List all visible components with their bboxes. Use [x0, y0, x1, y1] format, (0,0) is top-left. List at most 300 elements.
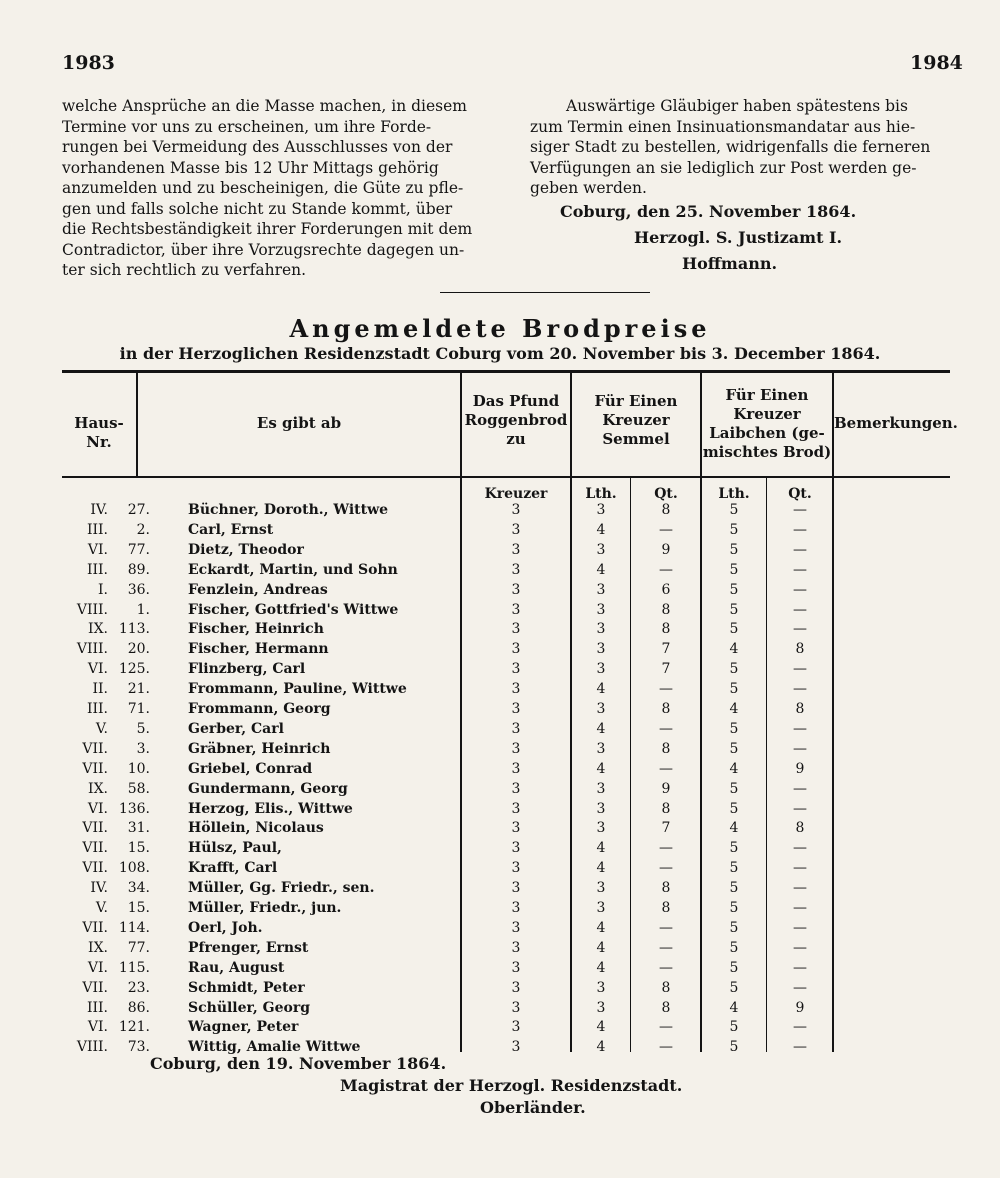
table-row [0, 580, 1000, 600]
baker-name: Oerl, Joh. [188, 919, 263, 936]
baker-name: Büchner, Doroth., Wittwe [188, 502, 389, 518]
house-number: 34. [127, 880, 150, 897]
left-text-column [62, 96, 482, 281]
semmel-qt: 8 [661, 621, 671, 638]
unit-qt: Qt. [788, 486, 812, 502]
laibchen-lth: 5 [729, 740, 739, 757]
table-row [0, 878, 1000, 898]
semmel-qt: 8 [661, 999, 671, 1016]
table-row [0, 958, 1000, 978]
laibchen-lth: 5 [729, 860, 739, 877]
roggenbrod-price: 3 [511, 601, 521, 618]
semmel-qt: — [659, 1039, 673, 1056]
baker-name: Höllein, Nicolaus [188, 820, 324, 837]
house-roman: VI. [87, 1019, 108, 1036]
semmel-qt: 8 [661, 502, 671, 518]
house-roman: VII. [82, 860, 108, 877]
header-bemerkungen: Bemerkungen. [834, 414, 958, 432]
semmel-lth: 4 [596, 681, 606, 698]
baker-name: Rau, August [188, 959, 285, 976]
header-line: Laibchen (ge- [709, 424, 825, 442]
roggenbrod-price: 3 [511, 681, 521, 698]
semmel-qt: — [659, 840, 673, 857]
house-roman: VIII. [76, 641, 108, 658]
laibchen-qt: — [793, 581, 807, 598]
semmel-qt: — [659, 720, 673, 737]
unit-lth: Lth. [585, 486, 617, 502]
header-line: Das Pfund [472, 392, 560, 410]
header-line: Semmel [602, 430, 670, 448]
house-roman: VIII. [76, 601, 108, 618]
section-separator [440, 292, 650, 293]
laibchen-lth: 5 [729, 1019, 739, 1036]
laibchen-lth: 5 [729, 681, 739, 698]
house-number: 27. [127, 502, 150, 518]
laibchen-qt: — [793, 561, 807, 578]
semmel-qt: — [659, 681, 673, 698]
house-number: 15. [127, 840, 150, 857]
semmel-qt: 9 [661, 780, 671, 797]
header-line: Roggenbrod [464, 411, 568, 429]
house-roman: VI. [87, 800, 108, 817]
left-text-line: rungen bei Vermeidung des Ausschlusses von der [62, 138, 453, 156]
baker-name: Fenzlein, Andreas [188, 581, 328, 598]
laibchen-lth: 4 [729, 641, 739, 658]
semmel-qt: 7 [661, 641, 671, 658]
semmel-qt: — [659, 860, 673, 877]
table-row [0, 679, 1000, 699]
semmel-qt: 8 [661, 900, 671, 916]
roggenbrod-price: 3 [511, 919, 521, 936]
right-signature-authority: Herzogl. S. Justizamt I. [634, 228, 843, 247]
semmel-lth: 4 [596, 1019, 606, 1036]
laibchen-qt: — [793, 521, 807, 538]
baker-name: Hülsz, Paul, [188, 840, 282, 857]
table-row [0, 540, 1000, 560]
roggenbrod-price: 3 [511, 979, 521, 996]
laibchen-qt: — [793, 601, 807, 618]
laibchen-qt: — [793, 681, 807, 698]
semmel-lth: 3 [596, 502, 606, 518]
laibchen-qt: — [793, 939, 807, 956]
baker-name: Flinzberg, Carl [188, 661, 306, 678]
laibchen-lth: 5 [729, 900, 739, 916]
table-row [0, 500, 1000, 520]
table-row [0, 818, 1000, 838]
roggenbrod-price: 3 [511, 820, 521, 837]
house-number: 5. [136, 720, 150, 737]
semmel-lth: 3 [596, 541, 606, 558]
semmel-qt: 8 [661, 701, 671, 717]
page-number-right: 1984 [910, 52, 963, 74]
laibchen-lth: 5 [729, 601, 739, 618]
table-title: Angemeldete Brodpreise [289, 314, 711, 343]
table-row [0, 858, 1000, 878]
roggenbrod-price: 3 [511, 561, 521, 578]
table-row [0, 838, 1000, 858]
house-roman: IV. [90, 880, 108, 897]
house-number: 23. [127, 979, 150, 996]
laibchen-qt: — [793, 502, 807, 518]
table-row [0, 799, 1000, 819]
roggenbrod-price: 3 [511, 740, 521, 757]
laibchen-qt: — [793, 1019, 807, 1036]
roggenbrod-price: 3 [511, 661, 521, 678]
baker-name: Gerber, Carl [188, 720, 284, 737]
house-roman: VII. [82, 740, 108, 757]
roggenbrod-price: 3 [511, 581, 521, 598]
right-signature-date: Coburg, den 25. November 1864. [560, 202, 857, 221]
roggenbrod-price: 3 [511, 1019, 521, 1036]
house-number: 58. [127, 780, 150, 797]
house-roman: VII. [82, 979, 108, 996]
house-roman: V. [95, 720, 108, 737]
semmel-qt: 8 [661, 601, 671, 618]
roggenbrod-price: 3 [511, 959, 521, 976]
semmel-qt: — [659, 561, 673, 578]
laibchen-lth: 4 [729, 999, 739, 1016]
table-row [0, 699, 1000, 719]
table-row [0, 1017, 1000, 1037]
roggenbrod-price: 3 [511, 621, 521, 638]
semmel-lth: 4 [596, 521, 606, 538]
table-row [0, 938, 1000, 958]
semmel-lth: 3 [596, 621, 606, 638]
roggenbrod-price: 3 [511, 1039, 521, 1056]
semmel-lth: 3 [596, 581, 606, 598]
laibchen-lth: 5 [729, 959, 739, 976]
semmel-lth: 3 [596, 641, 606, 658]
baker-name: Müller, Gg. Friedr., sen. [188, 880, 375, 897]
laibchen-lth: 5 [729, 581, 739, 598]
semmel-qt: 8 [661, 800, 671, 817]
laibchen-qt: — [793, 541, 807, 558]
baker-name: Fischer, Heinrich [188, 621, 324, 638]
house-number: 3. [136, 740, 150, 757]
laibchen-qt: — [793, 800, 807, 817]
house-roman: VII. [82, 820, 108, 837]
laibchen-lth: 5 [729, 502, 739, 518]
house-number: 108. [118, 860, 150, 877]
left-text-line: vorhandenen Masse bis 12 Uhr Mittags gehörig [62, 158, 439, 177]
left-text-line: ter sich rechtlich zu verfahren. [62, 261, 307, 279]
laibchen-qt: — [793, 661, 807, 678]
laibchen-qt: — [793, 720, 807, 737]
house-number: 113. [118, 621, 150, 638]
header-line: Kreuzer [733, 405, 801, 423]
laibchen-lth: 5 [729, 1039, 739, 1056]
laibchen-lth: 5 [729, 780, 739, 797]
house-roman: VII. [82, 760, 108, 777]
laibchen-qt: 9 [795, 760, 805, 777]
house-number: 77. [127, 939, 150, 956]
right-text-line: geben werden. [530, 179, 647, 197]
right-text-column [530, 96, 958, 199]
laibchen-qt: 9 [795, 999, 805, 1016]
table-row [0, 619, 1000, 639]
semmel-lth: 3 [596, 900, 606, 916]
table-row [0, 998, 1000, 1018]
roggenbrod-price: 3 [511, 900, 521, 916]
header-haus-nr: Haus-Nr. [74, 414, 124, 451]
baker-name: Eckardt, Martin, und Sohn [188, 561, 398, 578]
laibchen-qt: 8 [795, 641, 805, 658]
left-text-line: gen und falls solche nicht zu Stande kommt, über [62, 199, 453, 218]
baker-name: Frommann, Pauline, Wittwe [188, 681, 407, 698]
left-text-line: welche Ansprüche an die Masse machen, in diesem [62, 97, 467, 115]
house-roman: III. [86, 999, 108, 1016]
laibchen-lth: 5 [729, 840, 739, 857]
right-text-line: siger Stadt zu bestellen, widrigenfalls die ferneren [530, 138, 931, 156]
semmel-lth: 4 [596, 720, 606, 737]
laibchen-qt: — [793, 780, 807, 797]
roggenbrod-price: 3 [511, 780, 521, 797]
semmel-qt: 7 [661, 661, 671, 678]
header-laibchen [702, 386, 832, 462]
laibchen-lth: 5 [729, 919, 739, 936]
table-row [0, 560, 1000, 580]
baker-name: Fischer, Gottfried's Wittwe [188, 601, 399, 618]
semmel-lth: 4 [596, 760, 606, 777]
bottom-signature-authority: Magistrat der Herzogl. Residenzstadt. [340, 1076, 683, 1095]
table-row [0, 978, 1000, 998]
laibchen-qt: — [793, 840, 807, 857]
laibchen-qt: — [793, 959, 807, 976]
header-line: mischtes Brod) [702, 443, 832, 461]
house-roman: VI. [87, 541, 108, 558]
table-row [0, 719, 1000, 739]
baker-name: Müller, Friedr., jun. [188, 900, 342, 916]
header-roggenbrod [462, 392, 570, 449]
baker-name: Schmidt, Peter [188, 979, 305, 996]
laibchen-lth: 5 [729, 979, 739, 996]
baker-name: Herzog, Elis., Wittwe [188, 800, 353, 817]
baker-name: Dietz, Theodor [188, 541, 304, 558]
house-number: 114. [118, 919, 150, 936]
laibchen-lth: 5 [729, 561, 739, 578]
house-number: 136. [118, 800, 150, 817]
laibchen-lth: 5 [729, 880, 739, 897]
page-number-left: 1983 [62, 52, 115, 74]
header-line: Für Einen [594, 392, 678, 410]
unit-kreuzer: Kreuzer [484, 486, 548, 502]
roggenbrod-price: 3 [511, 720, 521, 737]
baker-name: Krafft, Carl [188, 860, 278, 877]
baker-name: Fischer, Hermann [188, 641, 329, 658]
laibchen-lth: 4 [729, 820, 739, 837]
right-text-line: zum Termin einen Insinuationsmandatar aus hie- [530, 117, 916, 136]
laibchen-qt: — [793, 880, 807, 897]
table-row [0, 659, 1000, 679]
house-number: 2. [136, 521, 150, 538]
unit-lth: Lth. [718, 486, 750, 502]
semmel-lth: 3 [596, 820, 606, 837]
table-row [0, 779, 1000, 799]
baker-name: Gundermann, Georg [188, 780, 348, 797]
table-row [0, 520, 1000, 540]
semmel-lth: 3 [596, 601, 606, 618]
semmel-lth: 3 [596, 800, 606, 817]
house-number: 21. [127, 681, 150, 698]
semmel-lth: 3 [596, 701, 606, 717]
table-row [0, 759, 1000, 779]
laibchen-qt: — [793, 900, 807, 916]
baker-name: Wagner, Peter [188, 1019, 299, 1036]
house-number: 121. [118, 1019, 150, 1036]
semmel-lth: 3 [596, 979, 606, 996]
table-subtitle: in der Herzoglichen Residenzstadt Coburg vom 20. November bis 3. December 1864. [119, 344, 881, 363]
semmel-lth: 3 [596, 999, 606, 1016]
semmel-qt: 8 [661, 740, 671, 757]
laibchen-lth: 4 [729, 701, 739, 717]
semmel-qt: — [659, 521, 673, 538]
house-number: 89. [127, 561, 150, 578]
house-roman: IX. [88, 939, 108, 956]
semmel-qt: — [659, 919, 673, 936]
baker-name: Carl, Ernst [188, 521, 274, 538]
house-roman: III. [86, 701, 108, 717]
table-top-rule [62, 370, 950, 373]
house-number: 36. [127, 581, 150, 598]
semmel-lth: 4 [596, 1039, 606, 1056]
laibchen-qt: — [793, 979, 807, 996]
baker-name: Frommann, Georg [188, 701, 331, 717]
house-roman: III. [86, 521, 108, 538]
table-header-rule [62, 476, 950, 478]
semmel-qt: 6 [661, 581, 671, 598]
semmel-qt: 8 [661, 979, 671, 996]
table-row [0, 639, 1000, 659]
house-number: 15. [127, 900, 150, 916]
semmel-lth: 4 [596, 919, 606, 936]
semmel-qt: — [659, 959, 673, 976]
house-roman: VI. [87, 661, 108, 678]
roggenbrod-price: 3 [511, 999, 521, 1016]
laibchen-lth: 4 [729, 760, 739, 777]
house-number: 20. [127, 641, 150, 658]
semmel-lth: 3 [596, 880, 606, 897]
baker-name: Griebel, Conrad [188, 760, 313, 777]
roggenbrod-price: 3 [511, 502, 521, 518]
left-text-line: Termine vor uns zu erscheinen, um ihre Forde- [62, 117, 432, 136]
laibchen-qt: — [793, 919, 807, 936]
house-roman: III. [86, 561, 108, 578]
laibchen-qt: 8 [795, 701, 805, 717]
house-roman: V. [95, 900, 108, 916]
laibchen-qt: — [793, 860, 807, 877]
laibchen-lth: 5 [729, 720, 739, 737]
laibchen-lth: 5 [729, 521, 739, 538]
house-roman: II. [92, 681, 108, 698]
laibchen-qt: — [793, 1039, 807, 1056]
right-signature-name: Hoffmann. [682, 254, 778, 273]
laibchen-lth: 5 [729, 621, 739, 638]
baker-name: Gräbner, Heinrich [188, 740, 331, 757]
house-number: 71. [127, 701, 150, 717]
house-roman: VIII. [76, 1039, 108, 1056]
table-row [0, 898, 1000, 918]
left-text-line: die Rechtsbeständigkeit ihrer Forderungen mit dem [62, 220, 473, 238]
semmel-qt: 9 [661, 541, 671, 558]
laibchen-qt: 8 [795, 820, 805, 837]
roggenbrod-price: 3 [511, 880, 521, 897]
semmel-lth: 3 [596, 661, 606, 678]
roggenbrod-price: 3 [511, 760, 521, 777]
baker-name: Schüller, Georg [188, 999, 311, 1016]
laibchen-qt: — [793, 740, 807, 757]
right-text-line: Verfügungen an sie lediglich zur Post werden ge- [530, 158, 917, 177]
house-roman: VI. [87, 959, 108, 976]
house-number: 115. [118, 959, 150, 976]
semmel-qt: — [659, 760, 673, 777]
header-line: zu [506, 430, 526, 448]
baker-name: Pfrenger, Ernst [188, 939, 309, 956]
header-line: Für Einen [725, 386, 809, 404]
semmel-lth: 3 [596, 740, 606, 757]
house-roman: VII. [82, 919, 108, 936]
semmel-qt: 8 [661, 880, 671, 897]
semmel-lth: 4 [596, 959, 606, 976]
laibchen-qt: — [793, 621, 807, 638]
house-roman: IV. [90, 502, 108, 518]
house-number: 77. [127, 541, 150, 558]
roggenbrod-price: 3 [511, 541, 521, 558]
roggenbrod-price: 3 [511, 641, 521, 658]
header-line: Kreuzer [602, 411, 670, 429]
house-number: 73. [127, 1039, 150, 1056]
left-text-line: anzumelden und zu bescheinigen, die Güte zu pfle- [62, 179, 464, 197]
semmel-qt: 7 [661, 820, 671, 837]
bottom-signature-name: Oberländer. [480, 1098, 586, 1117]
laibchen-lth: 5 [729, 939, 739, 956]
header-es-gibt-ab: Es gibt ab [256, 414, 342, 432]
roggenbrod-price: 3 [511, 800, 521, 817]
roggenbrod-price: 3 [511, 860, 521, 877]
house-roman: VII. [82, 840, 108, 857]
house-number: 1. [136, 601, 150, 618]
roggenbrod-price: 3 [511, 840, 521, 857]
house-number: 125. [118, 661, 150, 678]
semmel-lth: 4 [596, 840, 606, 857]
house-number: 86. [127, 999, 150, 1016]
semmel-lth: 4 [596, 939, 606, 956]
table-row [0, 600, 1000, 620]
house-roman: I. [98, 581, 108, 598]
table-row [0, 739, 1000, 759]
roggenbrod-price: 3 [511, 521, 521, 538]
laibchen-lth: 5 [729, 800, 739, 817]
house-roman: IX. [88, 621, 108, 638]
left-text-line: Contradictor, über ihre Vorzugsrechte dagegen un- [62, 240, 465, 259]
house-number: 10. [127, 760, 150, 777]
semmel-lth: 4 [596, 561, 606, 578]
semmel-qt: — [659, 1019, 673, 1036]
roggenbrod-price: 3 [511, 939, 521, 956]
header-semmel [572, 392, 700, 449]
baker-name: Wittig, Amalie Wittwe [188, 1039, 361, 1056]
roggenbrod-price: 3 [511, 701, 521, 717]
semmel-qt: — [659, 939, 673, 956]
semmel-lth: 3 [596, 780, 606, 797]
unit-qt: Qt. [654, 486, 678, 502]
table-row [0, 918, 1000, 938]
semmel-lth: 4 [596, 860, 606, 877]
laibchen-lth: 5 [729, 661, 739, 678]
house-roman: IX. [88, 780, 108, 797]
laibchen-lth: 5 [729, 541, 739, 558]
bottom-signature-date: Coburg, den 19. November 1864. [150, 1054, 447, 1073]
house-number: 31. [127, 820, 150, 837]
